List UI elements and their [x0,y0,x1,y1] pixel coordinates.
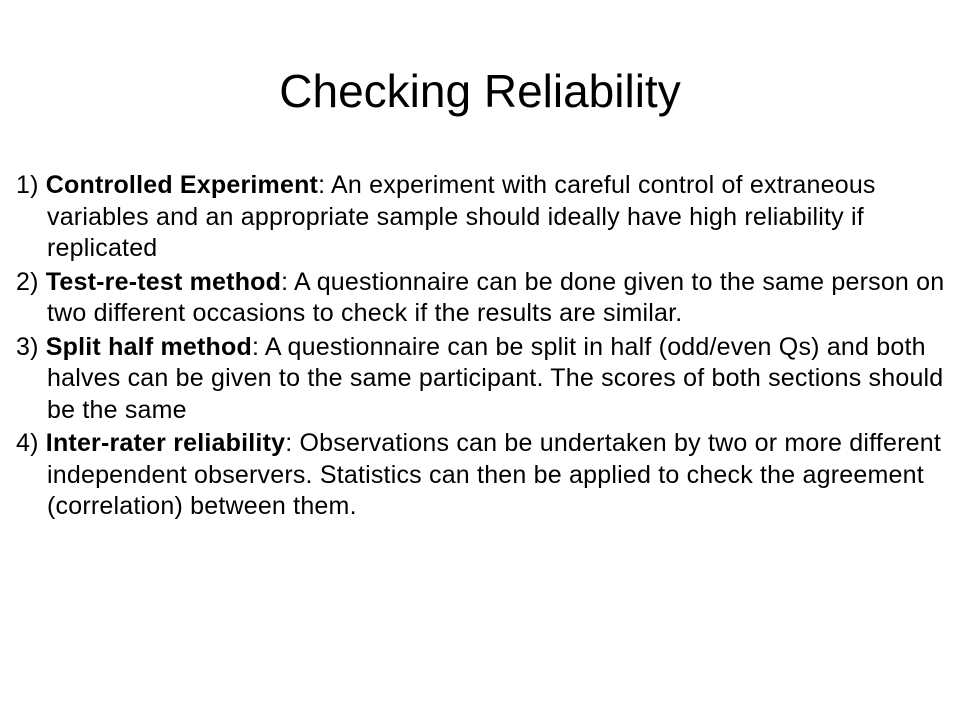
item-number: 1) [16,171,39,199]
item-term: Split half method [45,332,252,361]
item-term: Controlled Experiment [45,171,319,199]
list-item-controlled-experiment [16,170,946,265]
list-item-split-half-method [16,332,946,427]
item-term: Inter-rater reliability [45,429,286,457]
reliability-methods-list [16,170,946,525]
item-separator: : [285,429,293,457]
item-number: 3) [16,332,39,361]
item-separator: : [281,267,289,296]
item-description: A questionnaire can be split in half (odd/even Qs) and both halves can be given to the same participant. The scores of both sections should be the same [47,332,944,424]
item-description: Observations can be undertaken by two or more different independent observers. Statistics can then be applied to check the agreement (correlation) between them. [47,429,941,520]
list-item-test-retest-method [16,267,946,330]
item-number: 4) [16,429,39,457]
item-number: 2) [16,267,39,296]
item-separator: : [251,332,260,361]
item-description: An experiment with careful control of extraneous variables and an appropriate sample should ideally have high reliability if replicated [47,171,876,262]
list-item-inter-rater-reliability [16,428,946,523]
item-separator: : [318,171,326,199]
item-term: Test-re-test method [45,267,282,296]
item-description: A questionnaire can be done given to the same person on two different occasions to check if the results are similar. [47,267,945,327]
slide-title: Checking Reliability [279,65,681,117]
